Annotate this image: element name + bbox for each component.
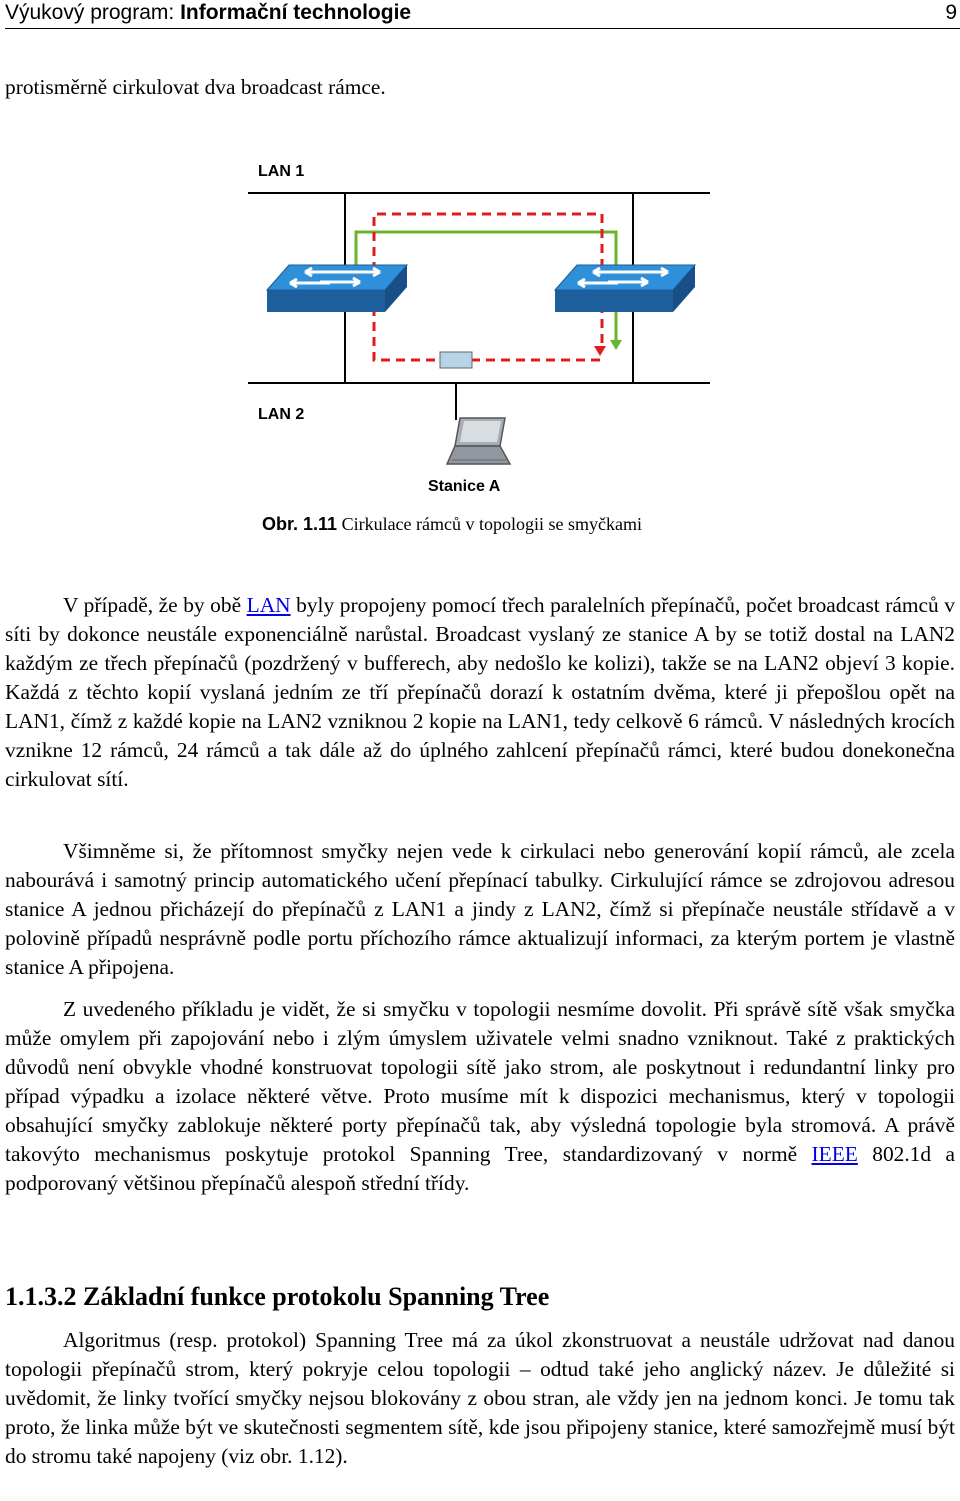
page-header — [5, 0, 960, 29]
arrow-icon — [610, 340, 622, 350]
page-number: 9 — [945, 1, 957, 24]
lan2-label: LAN 2 — [258, 406, 305, 423]
header-title: Výukový program: Informační technologie — [5, 1, 412, 24]
paragraph-2: Všimněme si, že přítomnost smyčky nejen vede k cirkulaci nebo generování kopií rámců, ale zcela nabourává i samotný princip automatického učení přepínací tabulky. Cirkulující rámce se zdrojovou adresou stanice A jednou přicházejí do přepínačů z LAN1 a jindy z LAN2, čímž si přepínače neustále střídavě a v polovině případů nesprávně podle portu příchozího rámce aktualizují informaci, za kterým portem je vlastně stanice A připojena. — [5, 839, 955, 979]
lan1-label: LAN 1 — [258, 163, 305, 180]
section-heading: 1.1.3.2 Základní funkce protokolu Spanning Tree — [5, 1282, 550, 1311]
frame-icon — [440, 352, 472, 368]
switch-icon — [555, 265, 695, 312]
lan-link[interactable]: LAN — [246, 593, 291, 617]
paragraph-1: V případě, že by obě LAN byly propojeny pomocí třech paralelních přepínačů, počet broadcast rámců v síti by dokonce neustále exponenciálně narůstal. Broadcast vyslaný ze stanice A by se totiž dostal na LAN2 každým ze třech přepínačů (pozdržený v bufferech, aby nedošlo ke kolizi), takže se na LAN2 objeví 3 kopie. Každá z těchto kopií vyslaná jedním ze tří přepínačů dorazí k ostatním dvěma, které ji přepošlou opět na LAN1, čímž z každé kopie na LAN2 vzniknou 2 kopie na LAN1, tedy celkově 6 rámců. V následných krocích vznikne 12 rámců, 24 rámců a tak dále až do úplného zahlcení přepínačů rámci, které budou donekonečna cirkulovat sítí. — [5, 593, 955, 791]
paragraph-4: Algoritmus (resp. protokol) Spanning Tree má za úkol zkonstruovat a neustále udržovat nad danou topologii přepínačů strom, který pokryje celou topologii – odtud také jeho anglický název. Je důležité si uvědomit, že linky tvořící smyčky nejsou blokovány z obou stran, ale vždy jen na jednom konci. Je tomu tak proto, že linka může být ve skutečnosti segmentem sítě, kde jsou připojeny stanice, které samozřejmě musí být do stromu také napojeny (viz obr. 1.12). — [5, 1328, 955, 1468]
paragraph-3: Z uvedeného příkladu je vidět, že si smyčku v topologii nesmíme dovolit. Při správě sítě však smyčka může omylem při zapojování nebo i zlým úmyslem uživatele velmi snadno vzniknout. Také z praktických důvodů není obvykle vhodné konstruovat topologii sítě jako strom, ale poskytnout i redundantní linky pro případ výpadku a izolace některé větve. Proto musíme mít k dispozici mechanismus, který v topologii obsahující smyčky zablokuje některé porty přepínačů tak, aby výsledná topologie byla stromová. A právě takovýto mechanismus poskytuje protokol Spanning Tree, standardizovaný v normě IEEE 802.1d a podporovaný většinou přepínačů alespoň střední třídy. — [5, 997, 955, 1195]
intro-line: protisměrně cirkulovat dva broadcast rámce. — [5, 75, 386, 99]
arrow-icon — [594, 346, 606, 356]
network-loop-diagram — [0, 150, 960, 510]
ieee-link[interactable]: IEEE — [811, 1142, 858, 1166]
laptop-icon — [447, 418, 510, 464]
switch-icon — [267, 265, 407, 312]
figure-caption: Obr. 1.11 Cirkulace rámců v topologii se smyčkami — [262, 514, 642, 534]
station-label: Stanice A — [428, 478, 501, 495]
